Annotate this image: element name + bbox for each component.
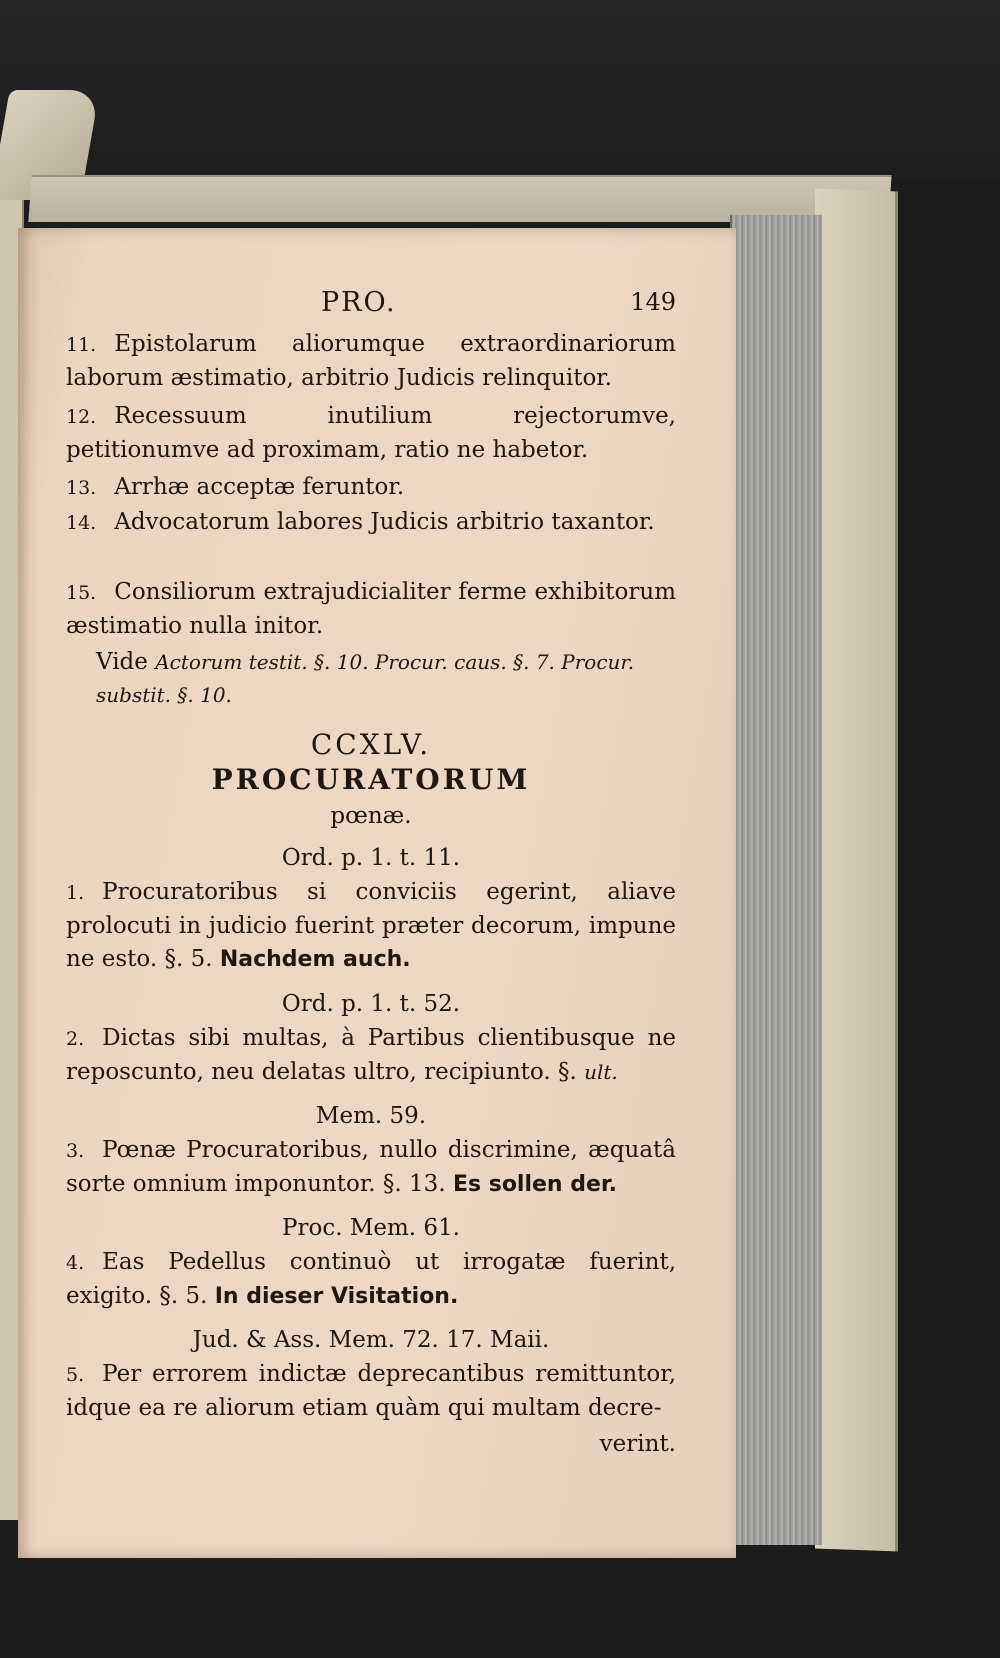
- item-text: Recessuum inutilium rejectorumve, petitionumve ad proximam, ratio ne habetor.: [66, 403, 676, 463]
- cross-reference: [66, 646, 676, 712]
- item-number: 15.: [66, 582, 97, 604]
- page-fore-edge: [730, 215, 822, 1545]
- item-number: 2.: [66, 1028, 85, 1050]
- item-text: Epistolarum aliorumque extraordinariorum laborum æstimatio, arbitrio Judicis relinquitor.: [66, 331, 676, 391]
- list-item: [66, 576, 676, 643]
- catchword: verint.: [599, 1431, 676, 1457]
- paragraph-reference: ult.: [584, 1060, 618, 1084]
- item-text: Advocatorum labores Judicis arbitrio taxantor.: [114, 509, 655, 535]
- chapter-subtitle: pœnæ.: [330, 803, 412, 829]
- list-item: [66, 471, 676, 505]
- german-catch-phrase: In dieser Visitation.: [214, 1284, 459, 1309]
- section-source: Ord. p. 1. t. 11.: [281, 845, 461, 871]
- item-number: 3.: [66, 1140, 85, 1162]
- item-number: 11.: [66, 334, 97, 356]
- item-text: Per errorem indictæ deprecantibus remittuntor, idque ea re aliorum etiam quàm qui multam decre-: [66, 1361, 676, 1421]
- book-back-cover: [815, 189, 898, 1552]
- item-text: Consiliorum extrajudicialiter ferme exhibitorum æstimatio nulla initor.: [66, 579, 676, 639]
- list-item: [66, 328, 676, 395]
- item-number: 12.: [66, 406, 97, 428]
- list-item: [66, 400, 676, 467]
- item-number: 4.: [66, 1252, 85, 1274]
- section-source: Jud. & Ass. Mem. 72. 17. Maii.: [192, 1327, 550, 1353]
- backdrop: [0, 0, 1000, 180]
- item-number: 1.: [66, 882, 85, 904]
- item-number: 13.: [66, 477, 97, 499]
- chapter-title: PROCURATORUM: [211, 763, 531, 796]
- german-catch-phrase: Nachdem auch.: [219, 947, 411, 972]
- german-catch-phrase: Es sollen der.: [452, 1172, 617, 1197]
- list-item: [66, 1358, 676, 1425]
- list-item: [66, 876, 676, 976]
- cross-reference-lead: Vide: [96, 649, 148, 675]
- book-page: [18, 228, 736, 1558]
- chapter-number: CCXLV.: [310, 728, 432, 761]
- list-item: [66, 1022, 676, 1089]
- section-source: Proc. Mem. 61.: [282, 1215, 460, 1241]
- list-item: [66, 506, 676, 540]
- page-header: [66, 286, 676, 320]
- item-text: Arrhæ acceptæ feruntor.: [114, 474, 405, 500]
- item-text: Procuratoribus si conviciis egerint, aliave prolocuti in judicio fuerint præter decorum, impune ne esto. §. 5.: [66, 879, 676, 972]
- running-head: PRO.: [321, 287, 397, 318]
- item-number: 5.: [66, 1364, 85, 1386]
- list-item: [66, 1246, 676, 1313]
- list-item: [66, 1134, 676, 1201]
- item-text: Eas Pedellus continuò ut irrogatæ fuerint, exigito. §. 5.: [66, 1249, 676, 1309]
- item-text: Pœnæ Procuratoribus, nullo discrimine, æquatâ sorte omnium imponuntor. §. 13.: [66, 1137, 676, 1197]
- item-text: Dictas sibi multas, à Partibus clientibusque ne reposcunto, neu delatas ultro, recipiunto. §.: [66, 1025, 676, 1085]
- section-source: Ord. p. 1. t. 52.: [281, 991, 461, 1017]
- page-number: 149: [630, 288, 676, 316]
- item-number: 14.: [66, 512, 97, 534]
- cross-reference-list: Actorum testit. §. 10. Procur. caus. §. 7. Procur. substit. §. 10.: [96, 650, 635, 707]
- section-source: Mem. 59.: [315, 1103, 427, 1129]
